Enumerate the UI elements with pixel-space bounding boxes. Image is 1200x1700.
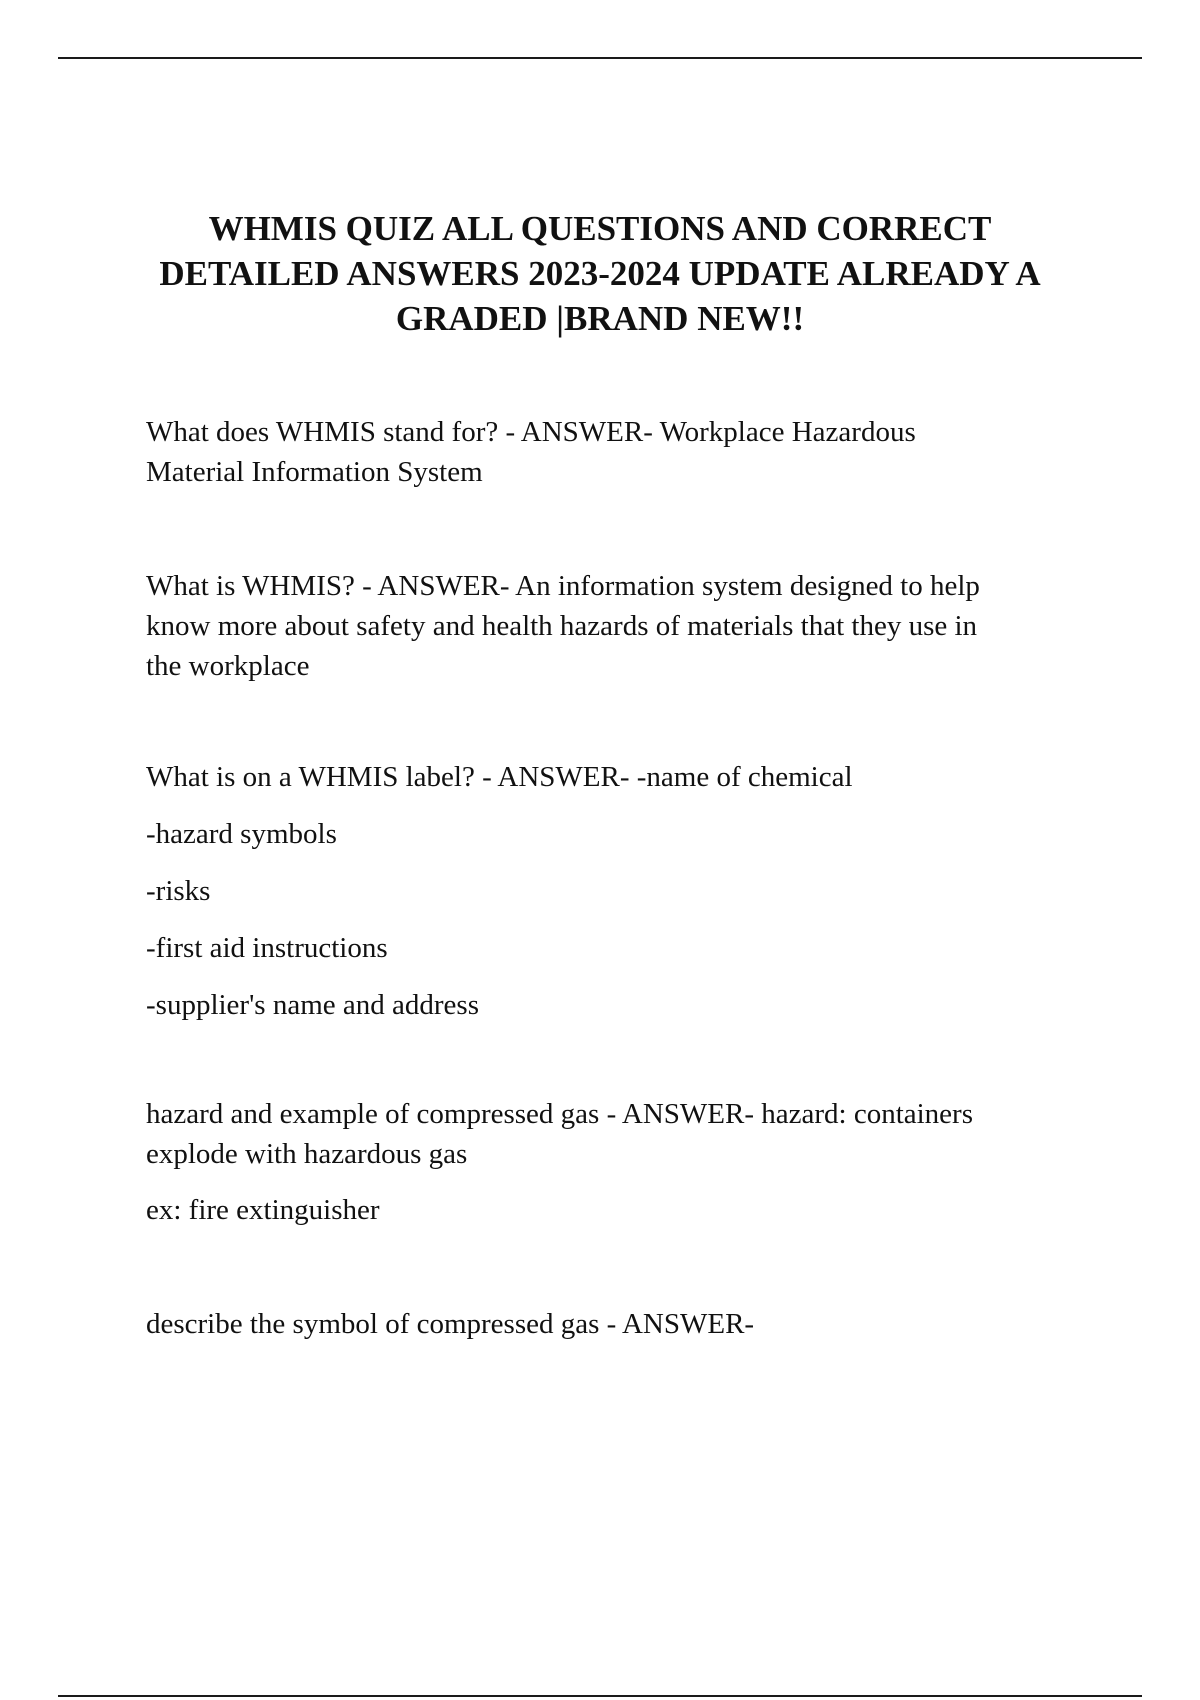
- title-line: GRADED |BRAND NEW!!: [395, 299, 805, 338]
- text-block: [146, 1094, 973, 1174]
- text-line: What does WHMIS stand for? - ANSWER- Workplace Hazardous: [146, 416, 916, 448]
- qa-item-whmis-acronym: [146, 412, 916, 492]
- list-item: -risks: [146, 875, 211, 907]
- text-line: hazard and example of compressed gas - ANSWER- hazard: containers: [146, 1098, 973, 1130]
- list-item: -supplier's name and address: [146, 989, 479, 1021]
- text-line: explode with hazardous gas: [146, 1138, 468, 1170]
- text-line: What is WHMIS? - ANSWER- An information system designed to help: [146, 570, 980, 602]
- top-rule: [58, 57, 1142, 59]
- text-line: Material Information System: [146, 456, 483, 488]
- document-title: [120, 206, 1080, 341]
- qa-item-compressed-gas-symbol: [146, 1304, 754, 1344]
- list-item: -hazard symbols: [146, 818, 337, 850]
- qa-item-what-is-whmis: [146, 566, 980, 686]
- qa-item-compressed-gas-hazard: [146, 1094, 973, 1230]
- example-line: ex: fire extinguisher: [146, 1194, 380, 1226]
- list-item: -first aid instructions: [146, 932, 388, 964]
- title-line: DETAILED ANSWERS 2023-2024 UPDATE ALREADY A: [159, 254, 1041, 293]
- bottom-rule: [58, 1695, 1142, 1697]
- title-line: WHMIS QUIZ ALL QUESTIONS AND CORRECT: [208, 209, 992, 248]
- text-line: What is on a WHMIS label? - ANSWER- -name of chemical: [146, 761, 853, 793]
- text-line: describe the symbol of compressed gas - ANSWER-: [146, 1308, 755, 1340]
- qa-item-whmis-label: [146, 757, 853, 1025]
- text-line: the workplace: [146, 650, 310, 682]
- text-line: know more about safety and health hazards of materials that they use in: [146, 610, 978, 642]
